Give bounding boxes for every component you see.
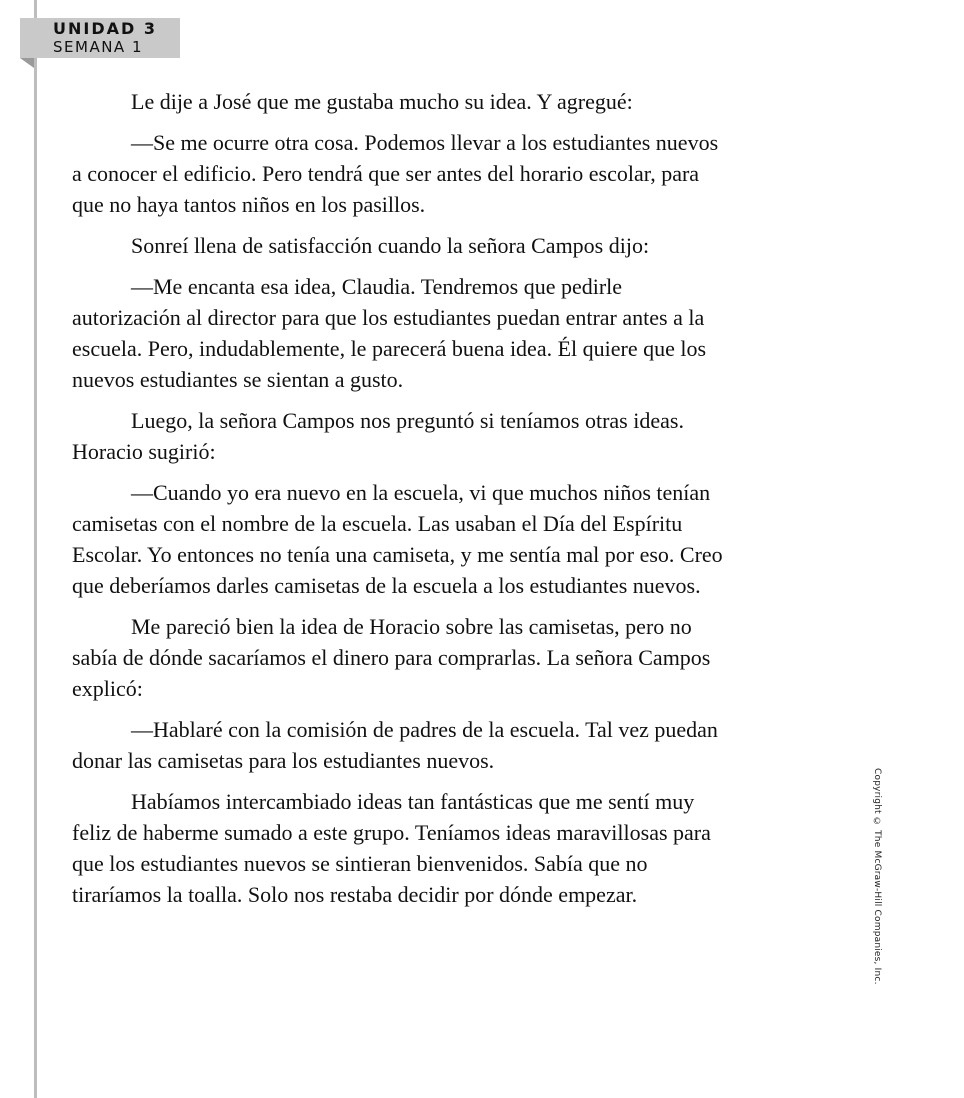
copyright-notice: Copyright © The McGraw-Hill Companies, Inc. <box>872 768 882 985</box>
story-paragraph: —Cuando yo era nuevo en la escuela, vi que muchos niños tenían camisetas con el nombre de la escuela. Las usaban el Día del Espíritu Escolar. Yo entonces no tenía una camiseta, y me sentía mal por eso. Creo que deberíamos darles camisetas de la escuela a los estudiantes nuevos. <box>72 480 723 598</box>
left-margin-rule <box>34 0 37 1098</box>
story-paragraph: Le dije a José que me gustaba mucho su idea. Y agregué: <box>131 89 633 114</box>
story-paragraph: Luego, la señora Campos nos preguntó si teníamos otras ideas. Horacio sugirió: <box>72 408 684 464</box>
unit-tab-fold <box>20 58 34 68</box>
story-paragraph: Habíamos intercambiado ideas tan fantásticas que me sentí muy feliz de haberme sumado a este grupo. Teníamos ideas maravillosas para que los estudiantes nuevos se sintieran bienvenidos. Sabía que no tiraríamos la toalla. Solo nos restaba decidir por dónde empezar. <box>72 789 711 907</box>
story-paragraph: —Se me ocurre otra cosa. Podemos llevar a los estudiantes nuevos a conocer el edificio. Pero tendrá que ser antes del horario escolar, para que no haya tantos niños en los pasillos. <box>72 130 719 217</box>
story-paragraph: —Me encanta esa idea, Claudia. Tendremos que pedirle autorización al director para que los estudiantes puedan entrar antes a la escuela. Pero, indudablemente, le parecerá buena idea. Él quiere que los nuevos estudiantes se sientan a gusto. <box>72 274 707 392</box>
story-paragraph: —Hablaré con la comisión de padres de la escuela. Tal vez puedan donar las camisetas para los estudiantes nuevos. <box>72 717 718 773</box>
week-label: SEMANA 1 <box>53 38 143 56</box>
story-paragraph: Sonreí llena de satisfacción cuando la señora Campos dijo: <box>131 233 650 258</box>
story-body <box>72 86 732 920</box>
unit-label: UNIDAD 3 <box>53 19 157 38</box>
story-paragraph: Me pareció bien la idea de Horacio sobre las camisetas, pero no sabía de dónde sacaríamos el dinero para comprarlas. La señora Campos explicó: <box>72 614 711 701</box>
